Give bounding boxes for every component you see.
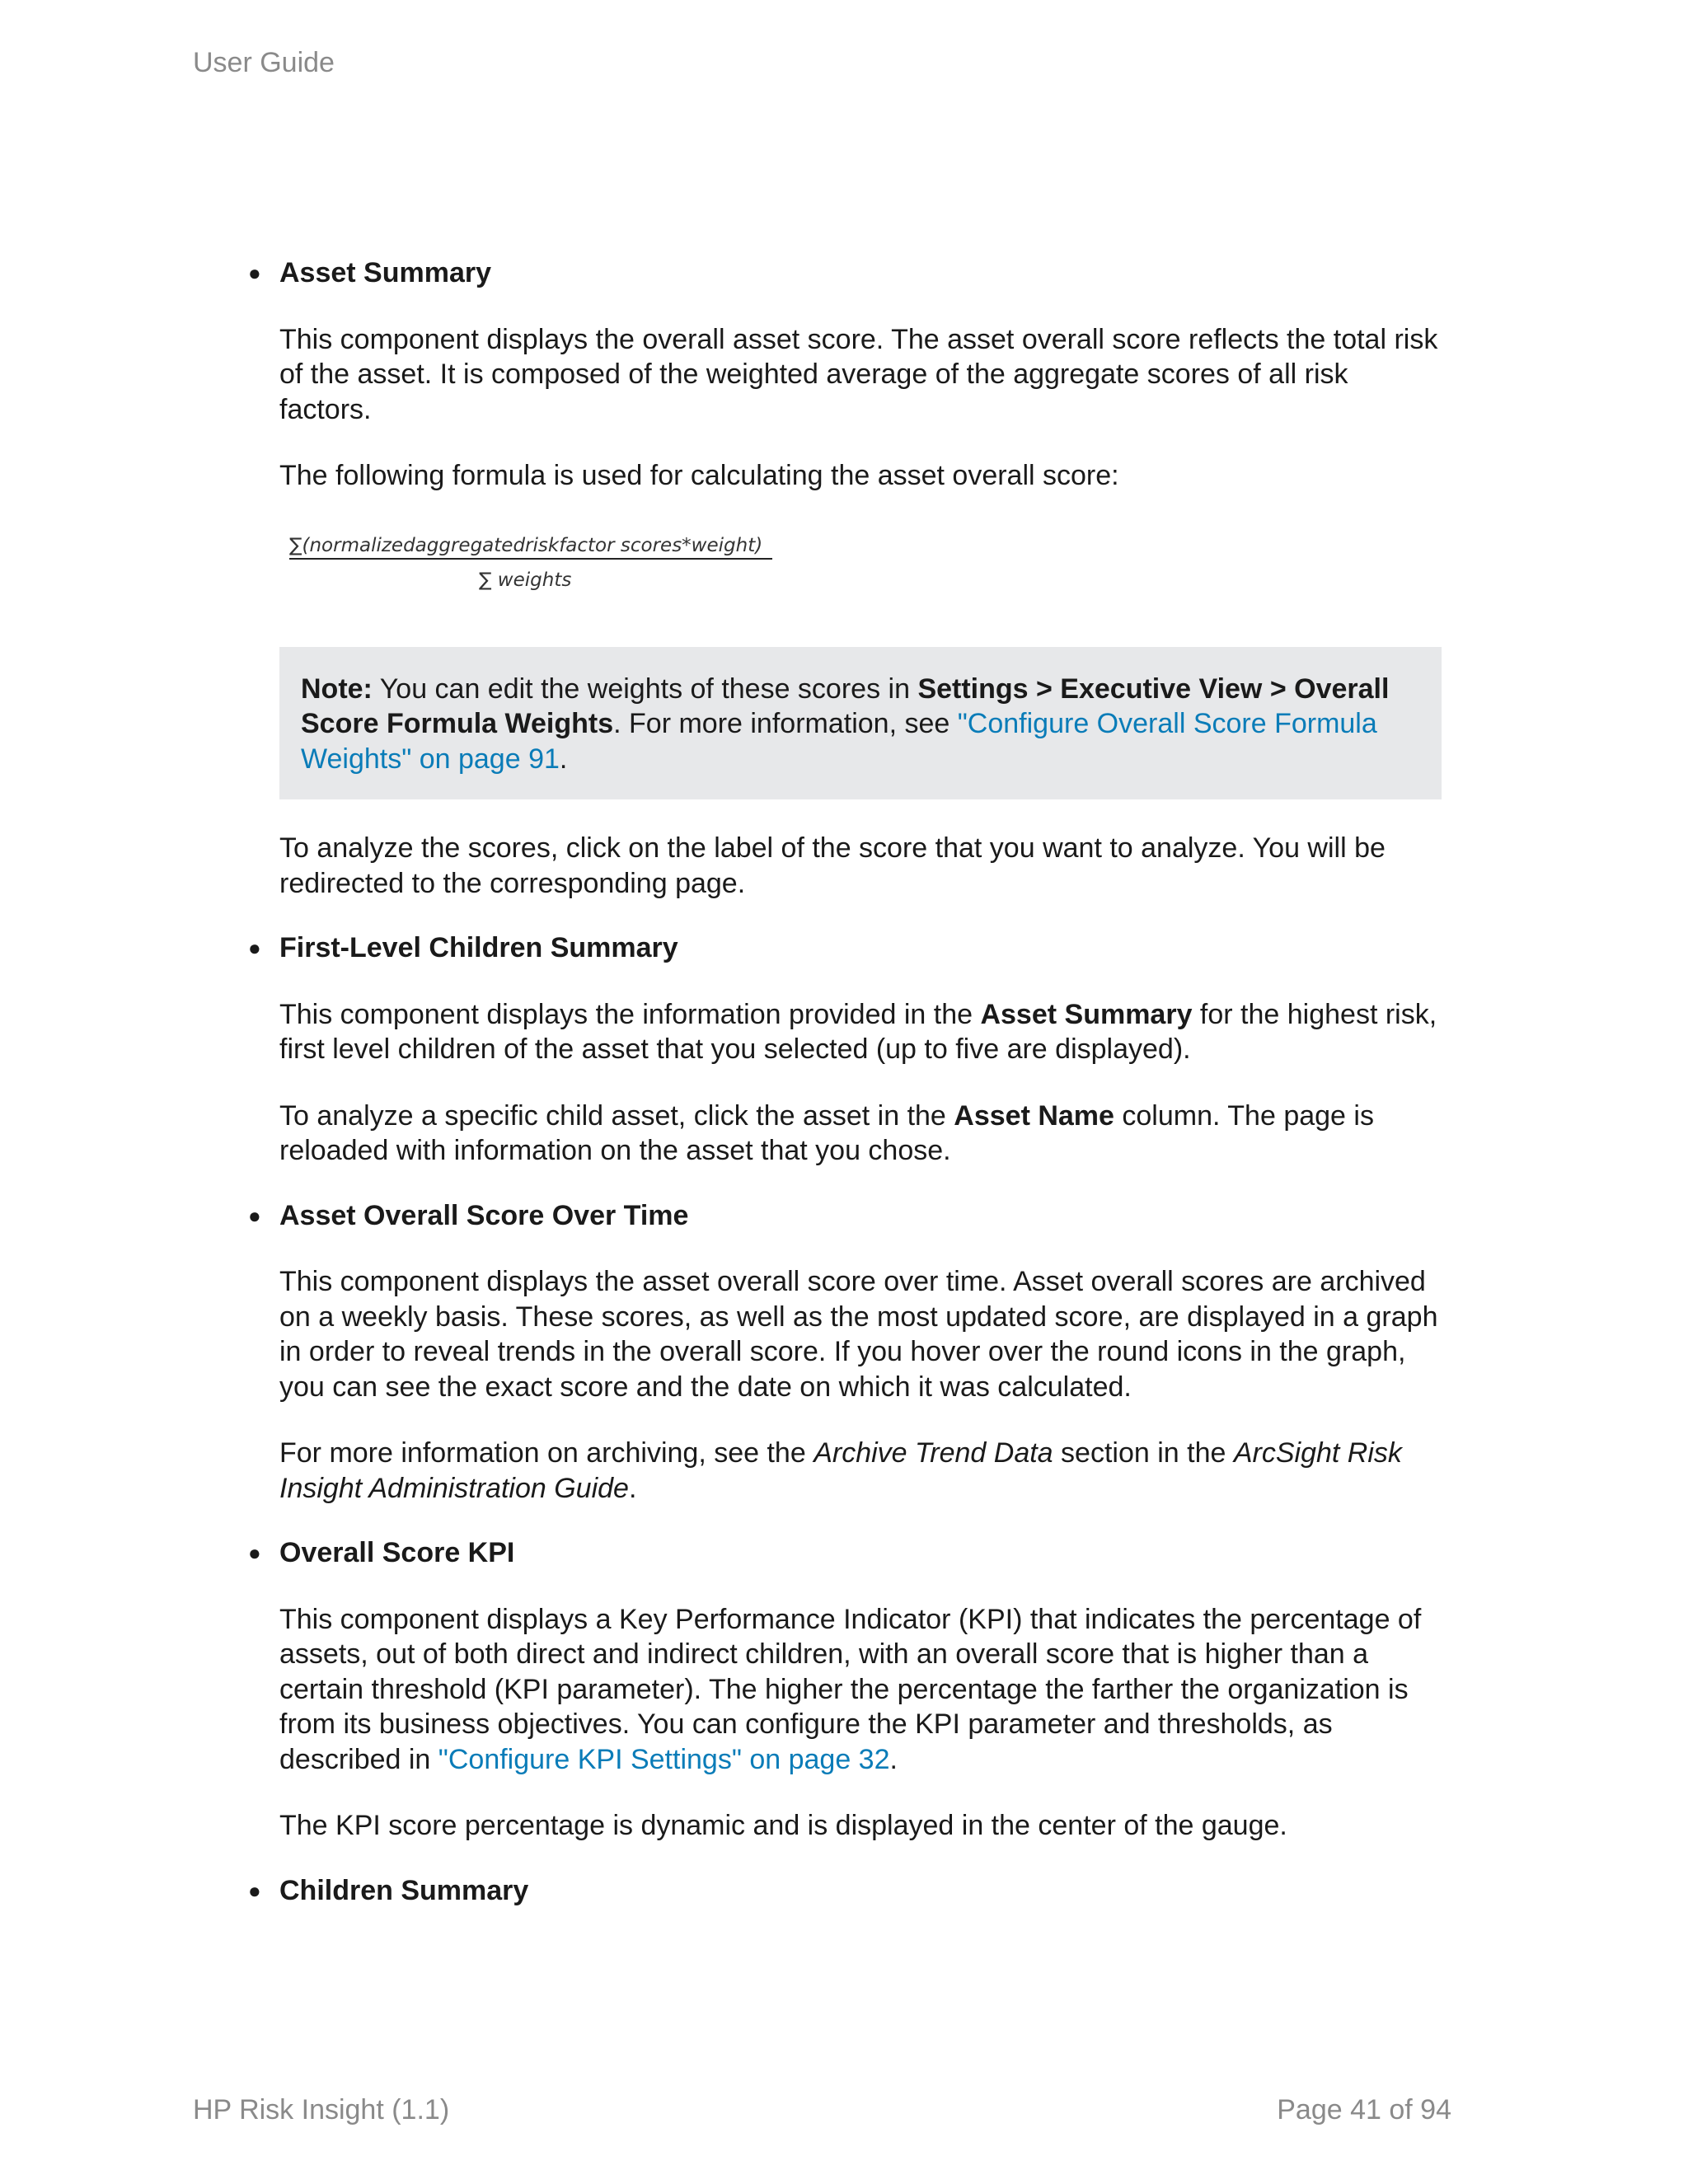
section-children-summary — [248, 1873, 1442, 1909]
text: column. The page is reloaded with information on the asset that you chose. — [279, 1099, 1374, 1166]
section-first-level-children-summary — [248, 930, 1442, 1169]
section-title: Overall Score KPI — [279, 1537, 515, 1568]
note-text: . — [559, 743, 568, 775]
formula-fraction-bar — [289, 558, 772, 560]
paragraph: This component displays the asset overall score over time. Asset overall scores are archived on a weekly basis. These scores, as well as the most updated score, are displayed in a graph in order to reveal trends in the overall score. If you hover over the round icons in the graph, you can see the exact score and the date on which it was calculated. — [279, 1266, 1438, 1403]
paragraph — [279, 997, 1442, 1067]
bold-term: Asset Summary — [980, 998, 1193, 1030]
paragraph — [279, 1602, 1442, 1778]
text: This component displays the information provided in the — [279, 998, 981, 1030]
formula-image — [289, 528, 776, 602]
text: To analyze a specific child asset, click the asset in the — [279, 1099, 954, 1132]
section-title: Children Summary — [279, 1874, 529, 1906]
formula-denominator: ∑ weights — [479, 569, 572, 591]
note-menu-path: Settings > Executive View > Overall Score Formula Weights — [301, 673, 1390, 739]
bold-term: Asset Name — [954, 1099, 1114, 1132]
section-title: First-Level Children Summary — [279, 932, 678, 963]
footer-product: HP Risk Insight (1.1) — [193, 2094, 450, 2125]
italic-term: Archive Trend Data — [814, 1437, 1053, 1469]
note-label: Note: — [301, 673, 373, 705]
running-header: User Guide — [193, 47, 335, 78]
paragraph: This component displays the overall asset score. The asset overall score reflects the total risk of the asset. It is composed of the weighted average of the aggregate scores of all risk factors. — [279, 323, 1438, 425]
text: for the highest risk, first level children of the asset that you selected (up to five are displayed). — [279, 998, 1437, 1065]
paragraph: The KPI score percentage is dynamic and is displayed in the center of the gauge. — [279, 1810, 1287, 1841]
link-configure-overall-score-formula-weights[interactable]: "Configure Overall Score Formula Weights" on page 91 — [301, 708, 1377, 775]
note-text: . For more information, see — [613, 708, 958, 739]
formula-numerator: ∑(normalizedaggregatedriskfactor scores*weight) — [289, 534, 763, 556]
note-box — [279, 647, 1442, 800]
section-title: Asset Overall Score Over Time — [279, 1199, 689, 1231]
text: section in the — [1053, 1437, 1234, 1469]
section-asset-summary — [248, 255, 1442, 901]
text: For more information on archiving, see the — [279, 1437, 814, 1469]
section-title: Asset Summary — [279, 257, 492, 288]
section-overall-score-kpi — [248, 1535, 1442, 1844]
paragraph: The following formula is used for calculating the asset overall score: — [279, 460, 1119, 491]
main-content — [248, 255, 1442, 1908]
bullet-icon: ● — [248, 1540, 261, 1565]
text: . — [628, 1472, 637, 1504]
bullet-icon: ● — [248, 1202, 261, 1228]
paragraph: To analyze the scores, click on the label of the score that you want to analyze. You will be redirected to the corresponding page. — [279, 832, 1386, 899]
paragraph — [279, 1436, 1442, 1506]
italic-term: ArcSight Risk Insight Administration Guide — [279, 1437, 1402, 1504]
footer-page-number: Page 41 of 94 — [1277, 2094, 1451, 2125]
bullet-icon: ● — [248, 935, 261, 960]
text: . — [889, 1743, 898, 1775]
paragraph — [279, 1099, 1442, 1169]
text: This component displays a Key Performance Indicator (KPI) that indicates the percentage of assets, out of both direct and indirect children, with an overall score that is higher than a certain threshold (KPI parameter). The higher the percentage the farther the organization is from its business objectives. You can configure the KPI parameter and thresholds, as described in — [279, 1603, 1422, 1775]
bullet-icon: ● — [248, 260, 261, 285]
section-asset-overall-score-over-time — [248, 1198, 1442, 1507]
note-text: You can edit the weights of these scores in — [372, 673, 918, 705]
link-configure-kpi-settings[interactable]: "Configure KPI Settings" on page 32 — [438, 1743, 890, 1775]
bullet-icon: ● — [248, 1877, 261, 1903]
